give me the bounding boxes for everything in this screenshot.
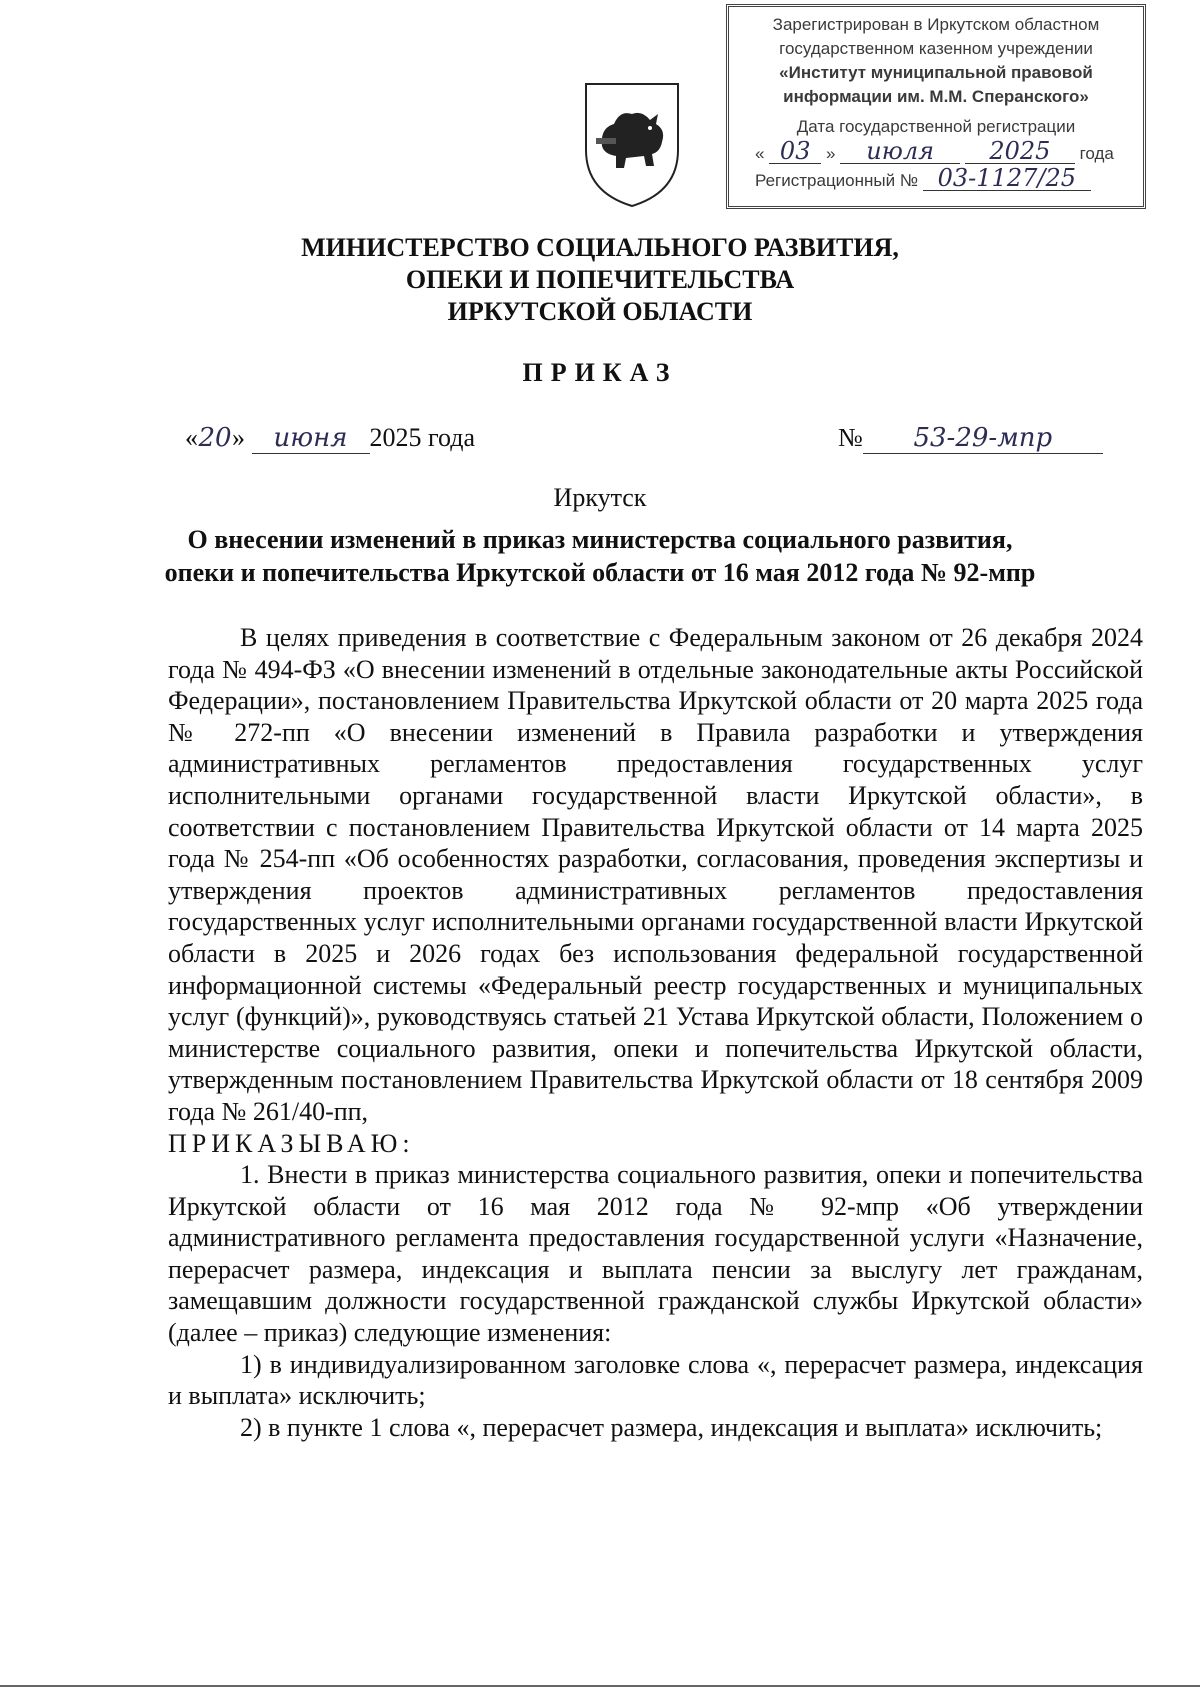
order-title — [0, 523, 1200, 589]
ministry-line-1: МИНИСТЕРСТВО СОЦИАЛЬНОГО РАЗВИТИЯ, — [301, 233, 899, 262]
item-1-paragraph: 1. Внести в приказ министерства социального развития, опеки и попечительства Иркутской области от 16 мая 2012 года № 92-мпр «Об утверждении административного регламента предоставления государственной услуги «Назначение, перерасчет размера, индексация и выплата пенсии за выслугу лет гражданам, замещавшим должности государственной гражданской службы Иркутской области» (далее – приказ) следующие изменения: — [168, 1160, 1143, 1348]
order-word: ПРИКАЗЫВАЮ: — [168, 1128, 415, 1158]
stamp-date-month: июля — [840, 139, 960, 164]
order-title-line-2: опеки и попечительства Иркутской области от 16 мая 2012 года № 92-мпр — [164, 558, 1036, 587]
order-number-value: 53-29-мпр — [863, 423, 1103, 454]
order-date-month: июня — [252, 423, 370, 454]
stamp-reg-number: 03-1127/25 — [923, 166, 1091, 191]
stamp-line-5: Дата государственной регистрации — [796, 117, 1076, 136]
document-body — [168, 622, 1143, 1443]
order-title-line-1: О внесении изменений в приказ министерства социального развития, — [187, 525, 1013, 554]
registration-stamp — [726, 4, 1146, 209]
ministry-line-3: ИРКУТСКОЙ ОБЛАСТИ — [447, 297, 753, 326]
stamp-date-year: 2025 — [965, 139, 1075, 164]
stamp-date-row — [729, 139, 1143, 166]
stamp-reg-row — [729, 166, 1143, 193]
item-1-subitem-1: 1) в индивидуализированном заголовке слова «, перерасчет размера, индексация и выплата» исключить; — [168, 1349, 1143, 1411]
stamp-line-2: государственном казенном учреждении — [779, 39, 1093, 58]
preamble-paragraph: В целях приведения в соответствие с Федеральным законом от 26 декабря 2024 года № 494-ФЗ «О внесении изменений в отдельные законодательные акты Российской Федерации», постановлением Правительства Иркутской области от 20 марта 2025 года № 272-пп «О внесении изменений в Правила разработки и утверждения административных регламентов предоставления государственных услуг исполнительными органами государственной власти Иркутской области», в соответствии с постановлением Правительства Иркутской области от 14 марта 2025 года № 254-пп «Об особенностях разработки, согласования, проведения экспертизы и утверждения проектов административных регламентов предоставления государственных услуг исполнительными органами государственной власти Иркутской области в 2025 и 2026 годах без использования федеральной государственной информационной системы «Федеральный реестр государственных и муниципальных услуг (функций)», руководствуясь статьей 21 Устава Иркутской области, Положением о министерстве социального развития, опеки и попечительства Иркутской области, утвержденным постановлением Правительства Иркутской области от 18 сентября 2009 года № 261/40-пп, — [168, 623, 1143, 1126]
order-date-day: 20 — [198, 423, 232, 453]
page-bottom-edge — [0, 1685, 1200, 1687]
stamp-line-4: информации им. М.М. Сперанского» — [783, 87, 1089, 106]
stamp-date-mid: » — [825, 144, 836, 163]
order-date-year: 2025 года — [369, 423, 476, 452]
order-date — [185, 423, 475, 454]
stamp-date-open: « — [755, 144, 765, 163]
order-date-close: » — [232, 423, 245, 452]
stamp-date-suffix: года — [1079, 144, 1114, 163]
ministry-line-2: ОПЕКИ И ПОПЕЧИТЕЛЬСТВА — [405, 265, 795, 294]
order-number — [838, 423, 1103, 454]
order-number-label: № — [838, 423, 863, 452]
city-name: Иркутск — [553, 483, 647, 512]
stamp-date-day: 03 — [769, 139, 821, 164]
item-1-subitem-2: 2) в пункте 1 слова «, перерасчет размера, индексация и выплата» исключить; — [240, 1412, 1103, 1442]
stamp-line-1: Зарегистрирован в Иркутском областном — [772, 15, 1100, 34]
ministry-heading — [0, 232, 1200, 328]
coat-of-arms-emblem — [580, 80, 684, 210]
stamp-reg-label: Регистрационный № — [755, 171, 919, 190]
stamp-line-3: «Институт муниципальной правовой — [779, 63, 1093, 82]
order-date-open: « — [185, 423, 198, 452]
document-type: ПРИКАЗ — [522, 358, 678, 387]
